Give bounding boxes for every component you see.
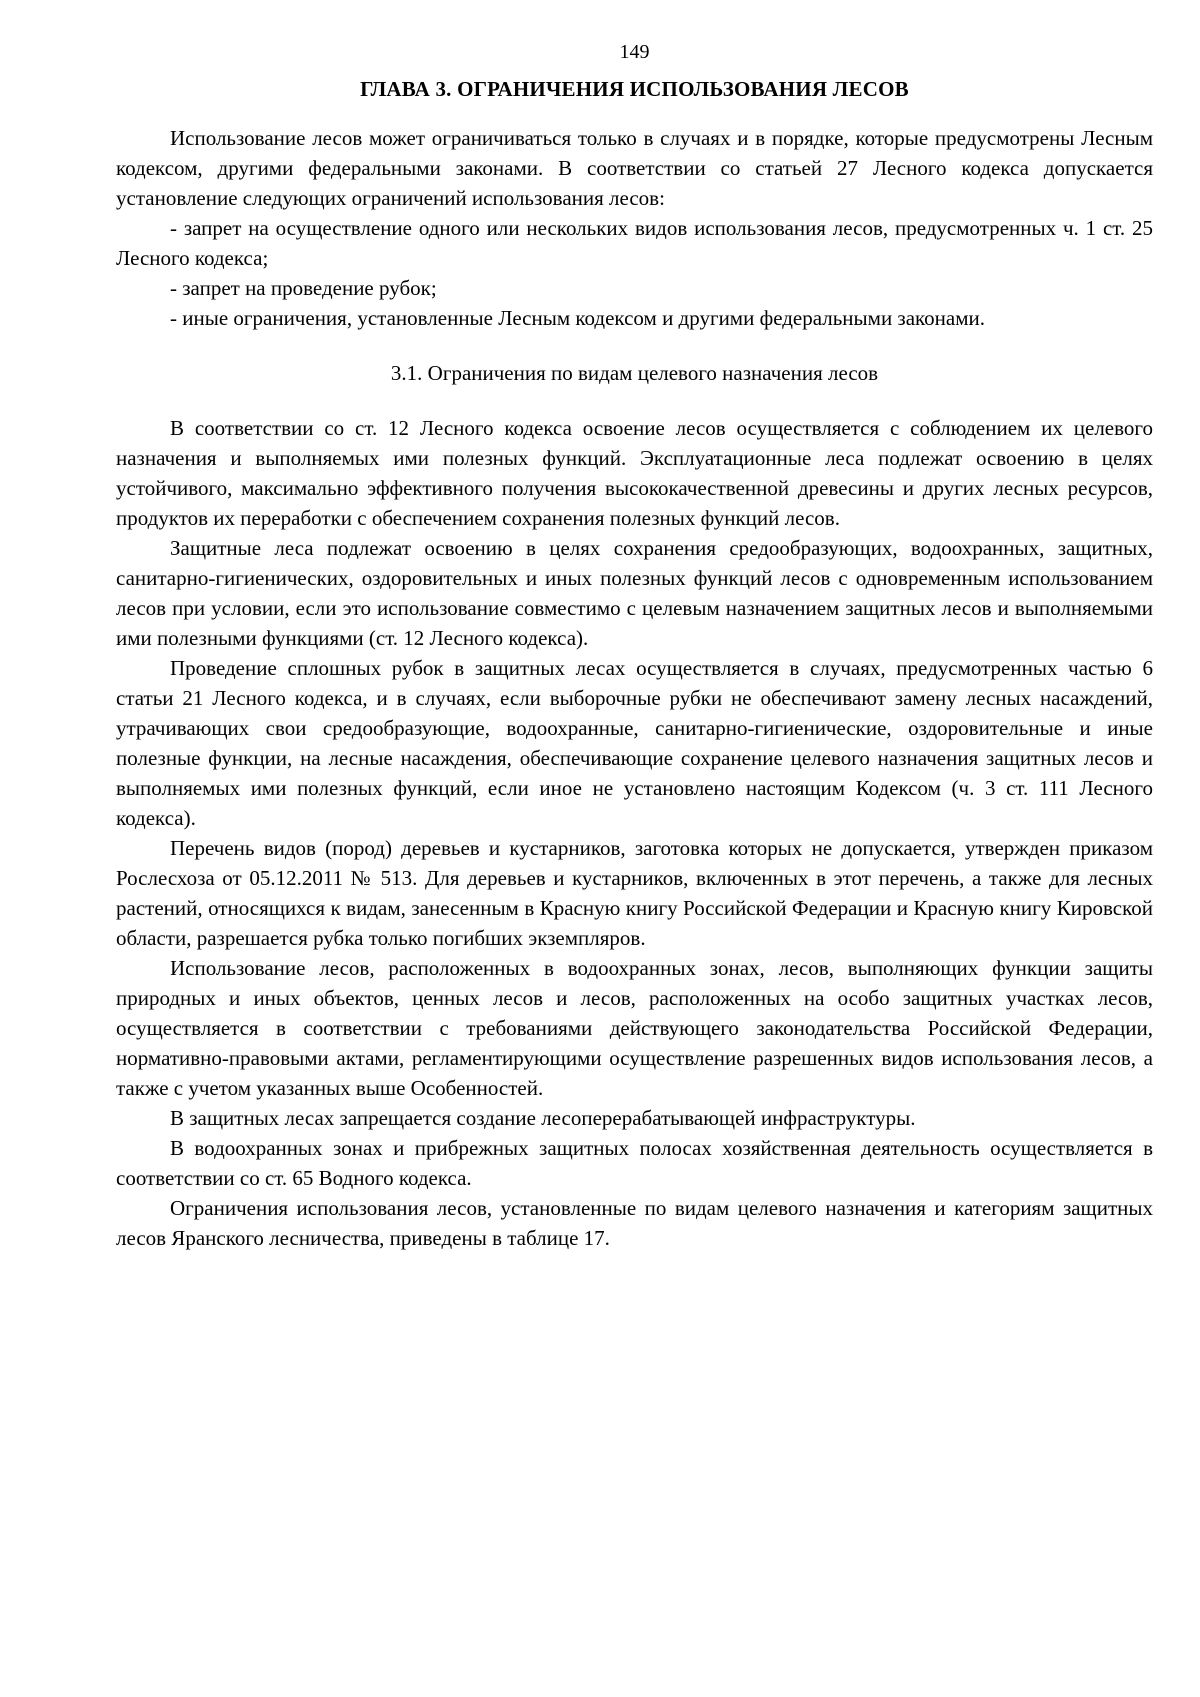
section-title: 3.1. Ограничения по видам целевого назначения лесов [390, 361, 879, 385]
body-paragraph: Защитные леса подлежат освоению в целях сохранения средообразующих, водоохранных, защитных, санитарно-гигиенических, оздоровительных и иных полезных функций лесов с одновременным использованием лесов при условии, если это использование совместимо с целевым назначением защитных лесов и выполняемыми ими полезными функциями (ст. 12 Лесного кодекса). [116, 536, 1153, 650]
body-paragraph: Проведение сплошных рубок в защитных лесах осуществляется в случаях, предусмотренных частью 6 статьи 21 Лесного кодекса, и в случаях, если выборочные рубки не обеспечивают замену лесных насаждений, утрачивающих свои средообразующие, водоохранные, санитарно-гигиенические, оздоровительные и иные полезные функции, на лесные насаждения, обеспечивающие сохранение целевого назначения защитных лесов и выполняемых ими полезных функций, если иное не установлено настоящим Кодексом (ч. 3 ст. 111 Лесного кодекса). [116, 656, 1153, 830]
body-paragraph: Использование лесов, расположенных в водоохранных зонах, лесов, выполняющих функции защиты природных и иных объектов, ценных лесов и лесов, расположенных на особо защитных участках лесов, осуществляется в соответствии с требованиями действующего законодательства Российской Федерации, нормативно-правовыми актами, регламентирующими осуществление разрешенных видов использования лесов, а также с учетом указанных выше Особенностей. [116, 956, 1153, 1100]
intro-paragraph: Использование лесов может ограничиваться только в случаях и в порядке, которые предусмотрены Лесным кодексом, другими федеральными законами. В соответствии со статьей 27 Лесного кодекса допускается установление следующих ограничений использования лесов: [116, 126, 1153, 210]
body-paragraph: Перечень видов (пород) деревьев и кустарников, заготовка которых не допускается, утвержден приказом Рослесхоза от 05.12.2011 № 513. Для деревьев и кустарников, включенных в этот перечень, а также для лесных растений, относящихся к видам, занесенным в Красную книгу Российской Федерации и Красную книгу Кировской области, разрешается рубка только погибших экземпляров. [116, 836, 1153, 950]
body-paragraph: В соответствии со ст. 12 Лесного кодекса освоение лесов осуществляется с соблюдением их целевого назначения и выполняемых ими полезных функций. Эксплуатационные леса подлежат освоению в целях устойчивого, максимально эффективного получения высококачественной древесины и других лесных ресурсов, продуктов их переработки с обеспечением сохранения полезных функций лесов. [116, 416, 1153, 530]
body-paragraph: В защитных лесах запрещается создание лесоперерабатывающей инфраструктуры. [170, 1106, 916, 1130]
restriction-list-item: - запрет на осуществление одного или нескольких видов использования лесов, предусмотренных ч. 1 ст. 25 Лесного кодекса; [116, 216, 1153, 270]
chapter-title: ГЛАВА 3. ОГРАНИЧЕНИЯ ИСПОЛЬЗОВАНИЯ ЛЕСОВ [360, 77, 909, 101]
restriction-list-item: - иные ограничения, установленные Лесным кодексом и другими федеральными законами. [170, 306, 986, 330]
body-paragraph: В водоохранных зонах и прибрежных защитных полосах хозяйственная деятельность осуществляется в соответствии со ст. 65 Водного кодекса. [116, 1136, 1153, 1190]
restriction-list-item: - запрет на проведение рубок; [170, 276, 437, 300]
document-page [116, 0, 1153, 1253]
body-paragraph: Ограничения использования лесов, установленные по видам целевого назначения и категориям защитных лесов Яранского лесничества, приведены в таблице 17. [116, 1196, 1153, 1250]
page-number: 149 [619, 41, 650, 63]
